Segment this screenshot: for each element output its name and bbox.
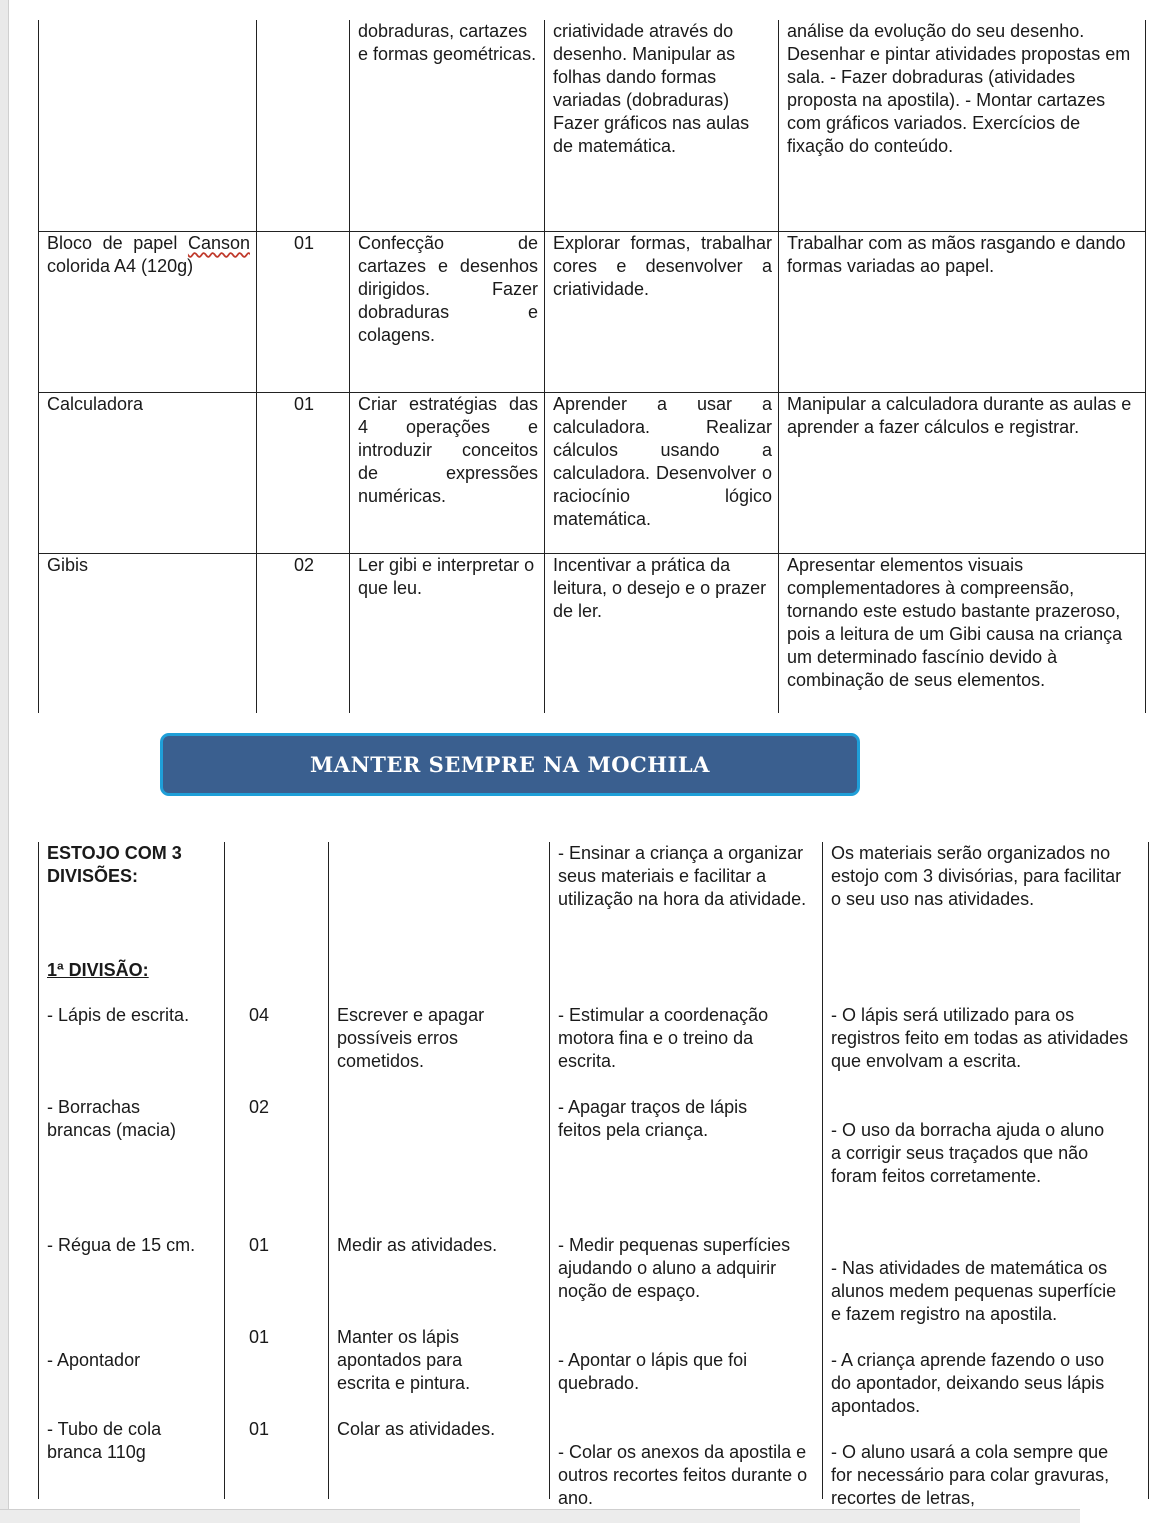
- qty-cell: 01: [257, 231, 350, 392]
- objective-text: - Colar os anexos da apostila e outros recortes feitos durante o ano.: [558, 1442, 808, 1508]
- qty-column: [225, 842, 329, 1499]
- qty-cell: 01: [257, 392, 350, 553]
- page-edge-left: [0, 0, 9, 1522]
- table-row: [39, 20, 1146, 231]
- section-banner: [160, 733, 860, 796]
- objective-text: - Apontar o lápis que foi quebrado.: [558, 1350, 748, 1393]
- usage-cell: análise da evolução do seu desenho. Desenhar e pintar atividades propostas em sala. - Fazer dobraduras (atividades proposta na apostila). - Montar cartazes com gráficos variados. Exercícios de fixação do conteúdo.: [779, 20, 1146, 231]
- objective-cell: Aprender a usar a calculadora. Realizar cálculos usando a calculadora. Desenvolver o raciocínio lógico matemática.: [545, 392, 779, 553]
- page-edge-bottom: [0, 1509, 1080, 1523]
- item-eraser: - Borrachas brancas (macia): [47, 1097, 177, 1140]
- item-cell: [39, 20, 257, 231]
- activity-text: Manter os lápis apontados para escrita e pintura.: [337, 1327, 471, 1393]
- objective-text: - Medir pequenas superfícies ajudando o aluno a adquirir noção de espaço.: [558, 1235, 791, 1301]
- item-glue: - Tubo de cola branca 110g: [47, 1419, 162, 1462]
- qty-value: 01: [249, 1235, 270, 1255]
- activity-cell: Confecção de cartazes e desenhos dirigidos. Fazer dobraduras e colagens.: [350, 231, 545, 392]
- usage-text: - O uso da borracha ajuda o aluno a corrigir seus traçados que não foram feitos corretamente.: [831, 1120, 1105, 1186]
- item-column: [39, 842, 225, 1499]
- item-text: colorida A4 (120g): [47, 255, 194, 276]
- table-row: [39, 231, 1146, 392]
- table-row: [39, 392, 1146, 553]
- qty-cell: 02: [257, 553, 350, 713]
- item-cell: Calculadora: [39, 392, 257, 553]
- objective-cell: criatividade através do desenho. Manipular as folhas dando formas variadas (dobraduras) Fazer gráficos nas aulas de matemática.: [545, 20, 779, 231]
- qty-value: 02: [249, 1097, 270, 1117]
- objective-text: - Apagar traços de lápis feitos pela criança.: [558, 1097, 748, 1140]
- activity-text: Medir as atividades.: [337, 1235, 498, 1255]
- item-cell: [39, 231, 257, 392]
- objective-cell: Explorar formas, trabalhar cores e desenvolver a criatividade.: [545, 231, 779, 392]
- activity-cell: dobraduras, cartazes e formas geométricas.: [350, 20, 545, 231]
- division-heading: 1ª DIVISÃO:: [47, 960, 149, 980]
- usage-text: Os materiais serão organizados no estojo com 3 divisórias, para facilitar o seu uso nas atividades.: [831, 843, 1122, 909]
- usage-text: - O lápis será utilizado para os registros feito em todas as atividades que envolvam a escrita.: [831, 1005, 1129, 1071]
- qty-value: 01: [249, 1419, 270, 1439]
- materials-table-top: [38, 20, 1146, 713]
- usage-text: - Nas atividades de matemática os alunos medem pequenas superfície e fazem registro na apostila.: [831, 1258, 1117, 1324]
- activity-cell: Ler gibi e interpretar o que leu.: [350, 553, 545, 713]
- activity-cell: Criar estratégias das 4 operações e introduzir conceitos de expressões numéricas.: [350, 392, 545, 553]
- usage-cell: Trabalhar com as mãos rasgando e dando formas variadas ao papel.: [779, 231, 1146, 392]
- usage-cell: Manipular a calculadora durante as aulas e aprender a fazer cálculos e registrar.: [779, 392, 1146, 553]
- usage-text: - O aluno usará a cola sempre que for necessário para colar gravuras, recortes de letras,: [831, 1442, 1110, 1508]
- activity-text: Colar as atividades.: [337, 1419, 496, 1439]
- materials-table-bottom: [38, 842, 1149, 1508]
- objective-text: - Estimular a coordenação motora fina e o treino da escrita.: [558, 1005, 769, 1071]
- usage-column: [823, 842, 1149, 1508]
- qty-value: 01: [249, 1327, 270, 1347]
- usage-cell: Apresentar elementos visuais complementadores à compreensão, tornando este estudo bastante prazeroso, pois a leitura de um Gibi causa na criança um determinado fascínio devido à combinação de seus elementos.: [779, 553, 1146, 713]
- section-heading: ESTOJO COM 3 DIVISÕES:: [47, 843, 182, 886]
- item-sharpener: - Apontador: [47, 1350, 141, 1370]
- item-ruler: - Régua de 15 cm.: [47, 1235, 196, 1255]
- table-row: [39, 842, 1149, 1499]
- activity-column: [329, 842, 550, 1499]
- qty-cell: [257, 20, 350, 231]
- item-pencil: - Lápis de escrita.: [47, 1005, 190, 1025]
- item-text-flagged: Canson: [187, 232, 250, 253]
- objective-column: [550, 842, 823, 1508]
- usage-text: - A criança aprende fazendo o uso do apontador, deixando seus lápis apontados.: [831, 1350, 1105, 1416]
- qty-value: 04: [249, 1005, 270, 1025]
- item-text: Bloco de papel: [47, 232, 178, 253]
- objective-cell: Incentivar a prática da leitura, o desejo e o prazer de ler.: [545, 553, 779, 713]
- item-cell: Gibis: [39, 553, 257, 713]
- objective-text: - Ensinar a criança a organizar seus materiais e facilitar a utilização na hora da atividade.: [558, 843, 807, 909]
- table-row: [39, 553, 1146, 713]
- banner-title: MANTER SEMPRE NA MOCHILA: [310, 752, 710, 777]
- activity-text: Escrever e apagar possíveis erros cometidos.: [337, 1005, 485, 1071]
